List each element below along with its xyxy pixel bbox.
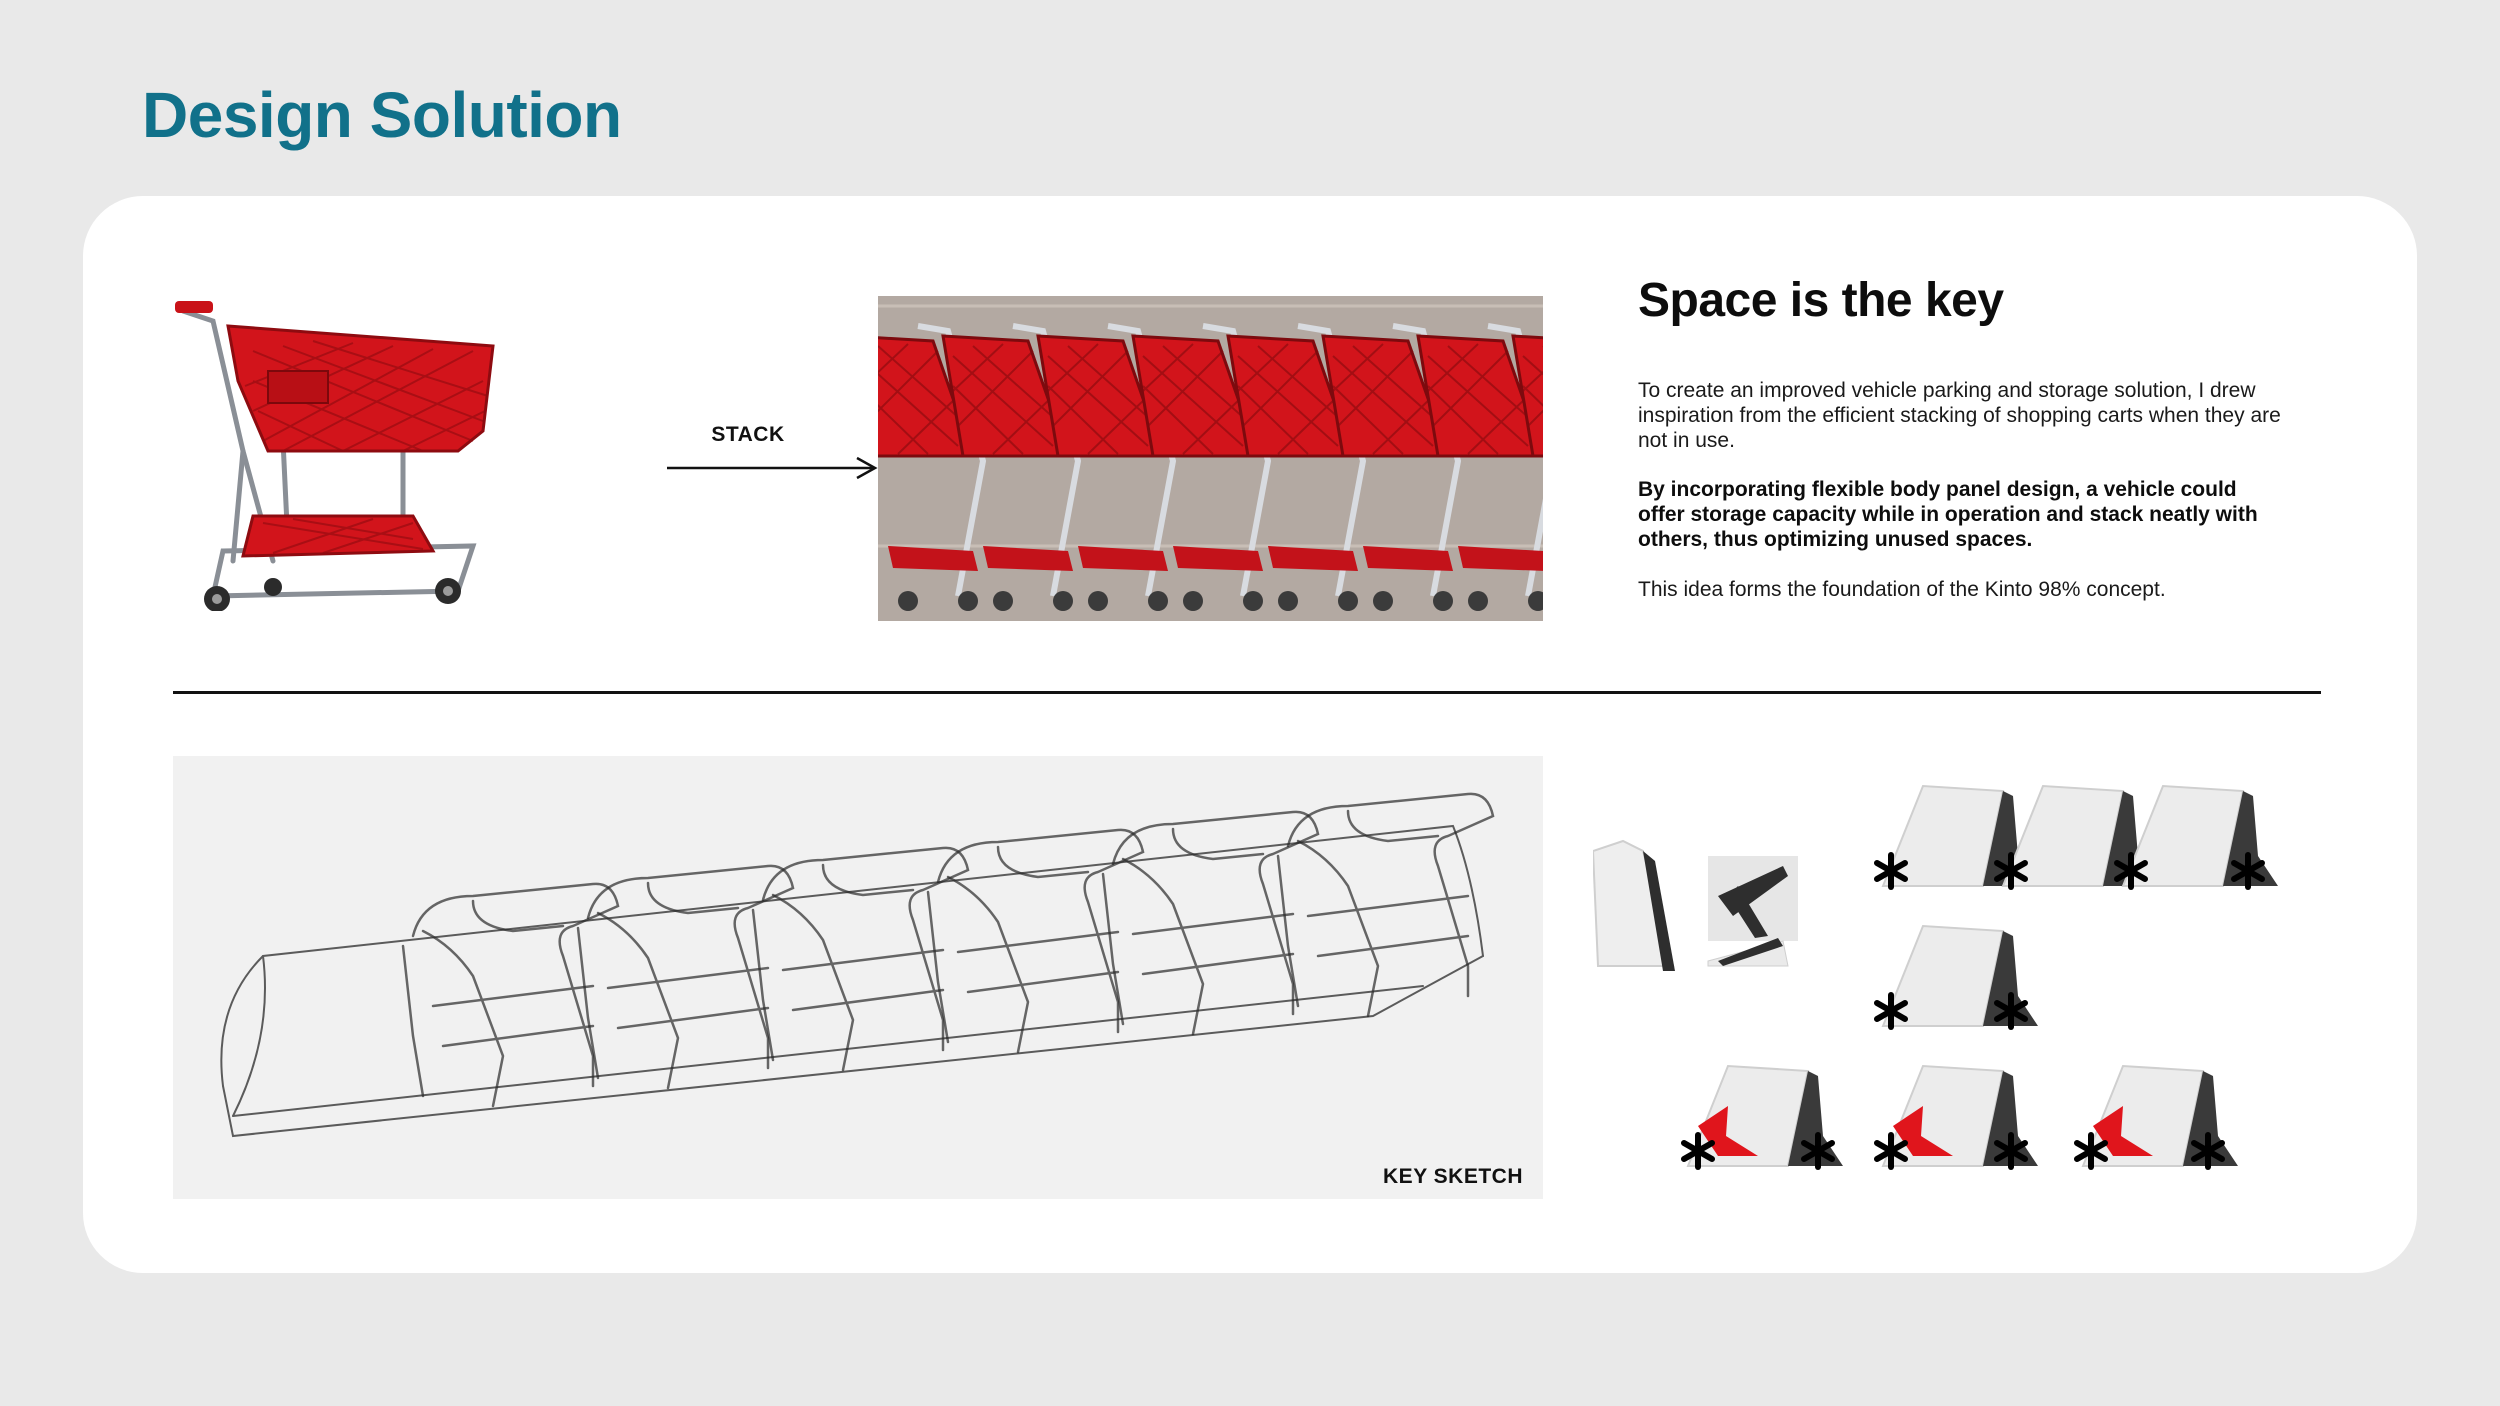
page-title: Design Solution — [142, 79, 622, 151]
shopping-cart-image — [173, 291, 503, 611]
section-headline: Space is the key — [1638, 274, 2004, 327]
emphasis-paragraph: By incorporating flexible body panel design, a vehicle could offer storage capacity while in operation and stack neatly with others, thus optimizing unused spaces. — [1638, 478, 2258, 551]
content-card — [83, 196, 2417, 1273]
panel-configurations-image — [1593, 766, 2393, 1196]
stack-label: STACK — [711, 423, 785, 446]
stacked-carts-image — [878, 296, 1543, 621]
closing-paragraph: This idea forms the foundation of the Kinto 98% concept. — [1638, 578, 2166, 601]
arrow-right-icon — [583, 453, 883, 483]
key-sketch-image — [173, 756, 1543, 1199]
intro-paragraph: To create an improved vehicle parking and storage solution, I drew inspiration from the efficient stacking of shopping carts when they are not in use. — [1638, 379, 2281, 452]
section-divider — [173, 691, 2321, 694]
key-sketch-label: KEY SKETCH — [1383, 1165, 1523, 1188]
